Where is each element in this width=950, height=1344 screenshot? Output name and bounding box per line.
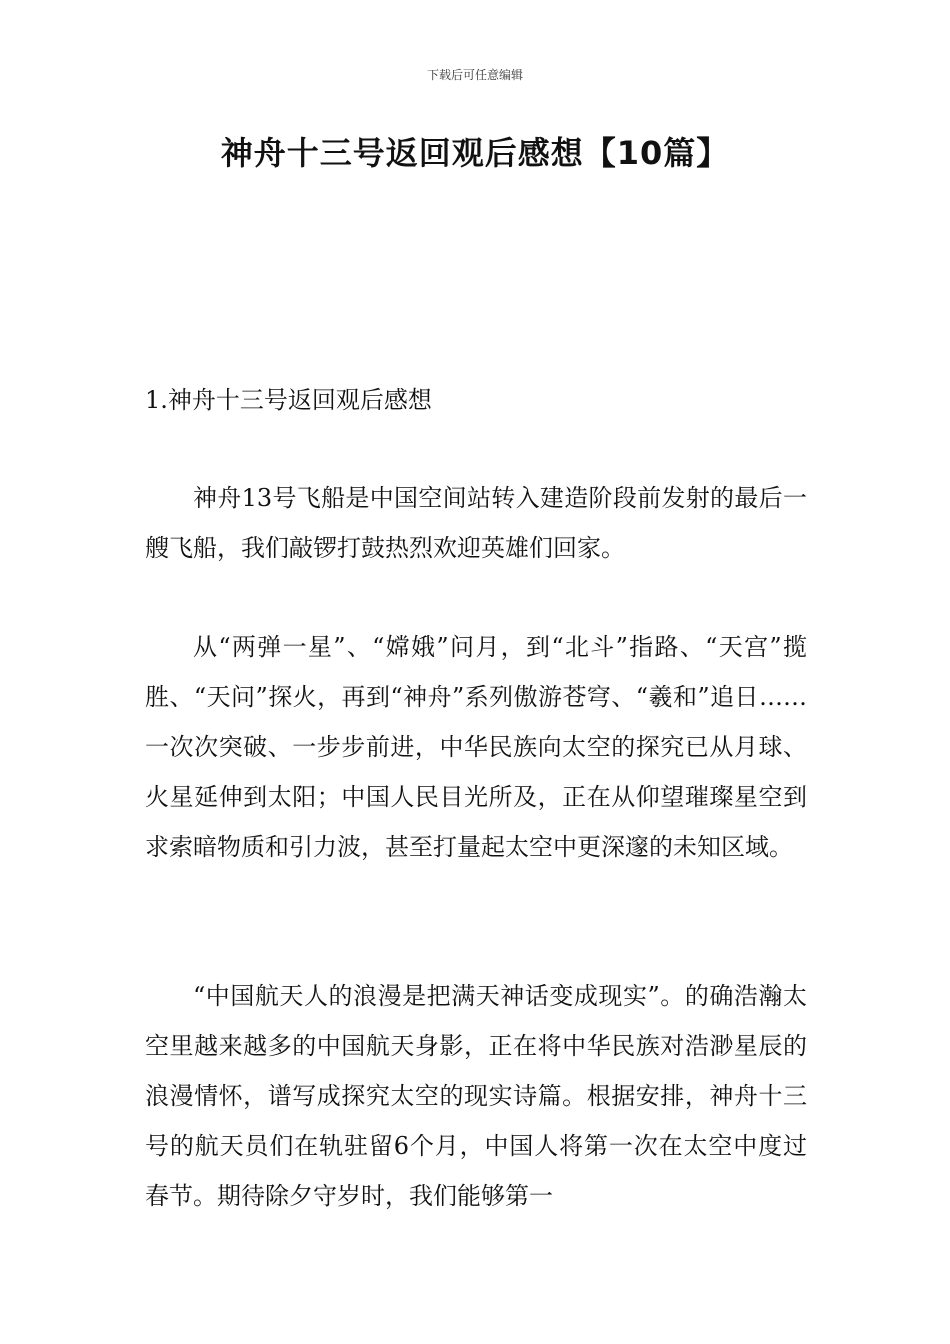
document-title: 神舟十三号返回观后感想【10篇】 xyxy=(220,134,730,172)
section-heading: 1.神舟十三号返回观后感想 xyxy=(145,386,432,414)
paragraph-2-block xyxy=(145,622,807,872)
paragraph: 神舟13号飞船是中国空间站转入建造阶段前发射的最后一艘飞船，我们敲锣打鼓热烈欢迎英雄们回家。 xyxy=(145,484,807,562)
header-note: 下载后可任意编辑 xyxy=(426,68,523,82)
paragraph: 从“两弹一星”、“嫦娥”问月，到“北斗”指路、“天宫”揽胜、“天问”探火，再到“神舟”系列傲游苍穹、“羲和”追日……一次次突破、一步步前进，中华民族向太空的探究已从月球、火星延伸到太阳；中国人民目光所及，正在从仰望璀璨星空到求索暗物质和引力波，甚至打量起太空中更深邃的未知区域。 xyxy=(145,633,807,861)
paragraph: “中国航天人的浪漫是把满天神话变成现实”。的确浩瀚太空里越来越多的中国航天身影，正在将中华民族对浩渺星辰的浪漫情怀，谱写成探究太空的现实诗篇。根据安排，神舟十三号的航天员们在轨驻留6个月，中国人将第一次在太空中度过春节。期待除夕守岁时，我们能够第一 xyxy=(145,982,807,1210)
paragraph-1-block xyxy=(145,473,807,573)
paragraph-3-block xyxy=(145,971,807,1221)
